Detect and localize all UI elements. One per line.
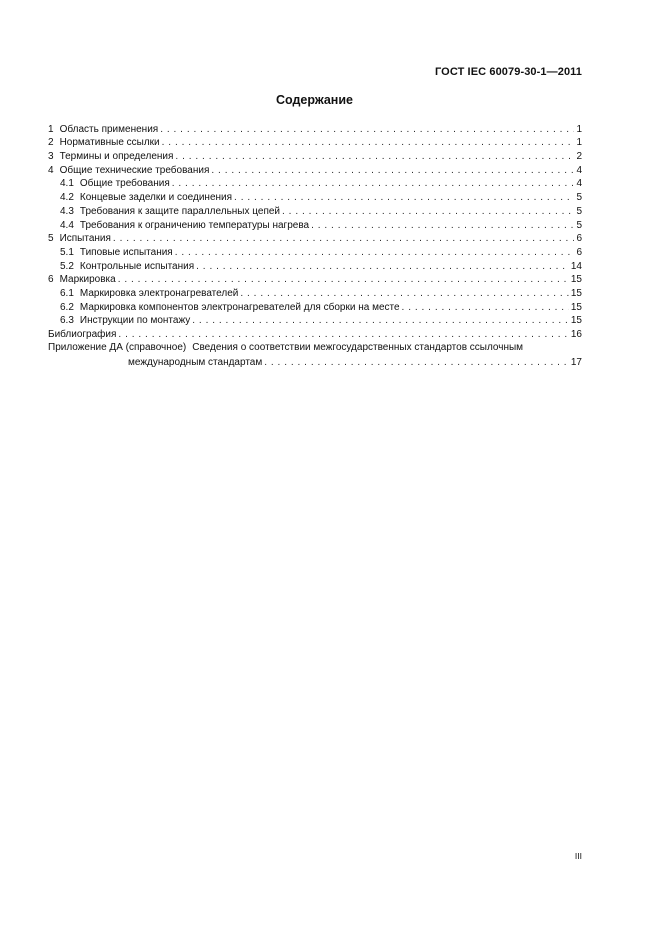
toc-entry-page: 4 xyxy=(576,178,582,190)
toc-entry-page: 6 xyxy=(576,246,582,258)
toc-entry[interactable] xyxy=(48,136,582,150)
toc-entry[interactable] xyxy=(48,314,582,328)
toc-entry-page: 15 xyxy=(570,287,582,299)
toc-entry[interactable] xyxy=(48,149,582,163)
annex-second-line xyxy=(48,356,582,370)
toc-entry-number: 1 xyxy=(48,123,54,135)
toc-entry-page: 16 xyxy=(570,329,582,340)
toc-entry-title: Область применения xyxy=(59,123,159,135)
toc-entry[interactable] xyxy=(48,327,582,341)
toc-entry-page: 1 xyxy=(576,123,582,135)
dot-leader xyxy=(175,247,575,259)
dot-leader xyxy=(192,315,569,327)
toc-entry-number: 6.1 xyxy=(60,287,74,299)
toc-entry-title: Нормативные ссылки xyxy=(59,137,160,149)
toc-entry[interactable] xyxy=(48,286,582,300)
dot-leader xyxy=(196,261,569,273)
toc-entry-title: Концевые заделки и соединения xyxy=(79,192,233,204)
toc-entry-title: Термины и определения xyxy=(59,151,174,163)
toc-entry-title: Общие требования xyxy=(79,178,170,190)
toc-entry[interactable] xyxy=(48,190,582,204)
table-of-contents xyxy=(48,122,582,369)
dot-leader xyxy=(311,220,574,232)
standard-number: ГОСТ IEC 60079-30-1—2011 xyxy=(434,66,582,78)
toc-entry-title: Библиография xyxy=(48,329,117,340)
toc-entry-number: 3 xyxy=(48,151,54,163)
dot-leader xyxy=(172,178,575,190)
toc-entry-number: 6 xyxy=(48,274,54,286)
toc-entry[interactable] xyxy=(48,163,582,177)
toc-entry-page: 5 xyxy=(576,219,582,231)
toc-entry-page: 1 xyxy=(576,137,582,149)
annex-first-line xyxy=(48,342,582,356)
toc-entry-title: Требования к ограничению температуры нагрева xyxy=(79,219,310,231)
toc-entry-page: 15 xyxy=(570,274,582,286)
toc-entry[interactable] xyxy=(48,177,582,191)
toc-entry-number: 4.1 xyxy=(60,178,74,190)
toc-entry[interactable] xyxy=(48,122,582,136)
dot-leader xyxy=(113,233,575,245)
annex-title-line2: международным стандартам xyxy=(128,357,263,369)
toc-entry-number: 4.2 xyxy=(60,192,74,204)
toc-entry[interactable] xyxy=(48,273,582,287)
toc-entry-number: 6.3 xyxy=(60,315,74,327)
toc-entry-title: Общие технические требования xyxy=(59,164,210,176)
annex-page: 17 xyxy=(570,357,582,369)
toc-entry[interactable] xyxy=(48,300,582,314)
toc-entry[interactable] xyxy=(48,204,582,218)
dot-leader xyxy=(118,274,569,286)
page-number: III xyxy=(574,851,582,861)
toc-title: Содержание xyxy=(275,93,353,107)
dot-leader xyxy=(211,165,574,177)
toc-entry-number: 4.3 xyxy=(60,205,74,217)
toc-entry-number: 4 xyxy=(48,164,54,176)
dot-leader xyxy=(162,137,575,149)
annex-label: Приложение ДА (справочное) xyxy=(48,342,187,353)
toc-entry-title: Испытания xyxy=(59,233,111,245)
toc-entry-title: Инструкции по монтажу xyxy=(79,315,191,327)
toc-entry-number: 6.2 xyxy=(60,301,74,313)
toc-entry[interactable] xyxy=(48,245,582,259)
toc-entry-page: 6 xyxy=(576,233,582,245)
toc-entry-page: 15 xyxy=(570,315,582,327)
dot-leader xyxy=(282,206,574,218)
toc-entry-page: 5 xyxy=(576,192,582,204)
toc-entry[interactable] xyxy=(48,232,582,246)
toc-entry-number: 5 xyxy=(48,233,54,245)
toc-entry[interactable] xyxy=(48,259,582,273)
toc-entry-number: 2 xyxy=(48,137,54,149)
toc-entry-title: Маркировка компонентов электронагревателей для сборки на месте xyxy=(79,301,400,313)
toc-annex-entry[interactable] xyxy=(48,342,582,369)
toc-entry-title: Типовые испытания xyxy=(79,246,173,258)
toc-entry-page: 2 xyxy=(576,151,582,163)
toc-entry[interactable] xyxy=(48,218,582,232)
dot-leader xyxy=(402,302,569,314)
toc-entry-title: Контрольные испытания xyxy=(79,260,195,272)
toc-entry-page: 4 xyxy=(576,164,582,176)
dot-leader xyxy=(234,192,574,204)
dot-leader xyxy=(240,288,569,300)
toc-entry-title: Маркировка электронагревателей xyxy=(79,287,239,299)
dot-leader xyxy=(264,357,569,369)
toc-entry-title: Маркировка xyxy=(59,274,116,286)
dot-leader xyxy=(118,329,568,341)
dot-leader xyxy=(175,151,574,163)
toc-entry-number: 5.1 xyxy=(60,246,74,258)
dot-leader xyxy=(160,124,574,136)
annex-title-line1: Сведения о соответствии межгосударственных стандартов ссылочным xyxy=(192,342,524,353)
toc-entry-number: 4.4 xyxy=(60,219,74,231)
toc-entry-page: 15 xyxy=(570,301,582,313)
toc-entry-page: 14 xyxy=(570,260,582,272)
toc-entry-page: 5 xyxy=(576,205,582,217)
toc-entry-title: Требования к защите параллельных цепей xyxy=(79,205,281,217)
toc-entry-number: 5.2 xyxy=(60,260,74,272)
